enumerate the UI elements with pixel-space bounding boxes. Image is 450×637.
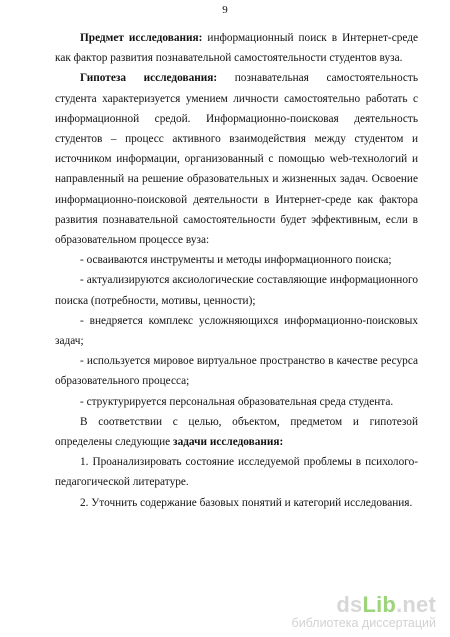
task-item: 2. Уточнить содержание базовых понятий и категорий исследования. bbox=[80, 496, 413, 509]
logo-accent: Lib bbox=[362, 592, 397, 617]
condition-item: - актуализируются аксиологические составляющие информационного поиска (потребности, мотивы, ценности); bbox=[55, 274, 418, 307]
paragraph-hypothesis bbox=[55, 68, 418, 250]
text-hypothesis: познавательная самостоятельность студента характеризуется умением личности самостоятельно работать с информационной средой. Информационно-поисковая деятельность студентов – процесс активного взаимодействия между студентом и источником информации, организованный с помощью web-технологий и направленный на решение образовательных и жизненных задач. Освоение информационно-поисковой деятельности в Интернет-среде как фактора развития познавательной самостоятельности будет эффективным, если в образовательном процессе вуза: bbox=[55, 72, 418, 247]
paragraph-research-subject bbox=[55, 28, 418, 68]
paragraph-tasks-intro bbox=[55, 412, 418, 452]
label-research-subject: Предмет исследования: bbox=[80, 32, 203, 44]
dslib-logo bbox=[292, 594, 436, 616]
condition-item: - внедряется комплекс усложняющихся информационно-поисковых задач; bbox=[55, 314, 418, 348]
condition-item: - осваиваются инструменты и методы информационного поиска; bbox=[80, 254, 392, 267]
watermark-caption: библиотека диссертаций bbox=[291, 616, 436, 630]
label-tasks: задачи исследования: bbox=[173, 436, 284, 449]
condition-item: - структурируется персональная образовательная среда студента. bbox=[80, 395, 394, 408]
condition-item: - используется мировое виртуальное пространство в качестве ресурса образовательного процесса; bbox=[55, 355, 418, 388]
logo-prefix: ds bbox=[336, 592, 363, 617]
logo-suffix: .net bbox=[396, 592, 436, 617]
page-number: 9 bbox=[222, 4, 228, 16]
text-tasks-intro: В соответствии с целью, объектом, предметом и гипотезой определены следующие bbox=[55, 415, 418, 449]
document-body bbox=[55, 28, 418, 513]
watermark bbox=[292, 594, 436, 631]
task-item: 1. Проанализировать состояние исследуемой проблемы в психолого-педагогической литературе. bbox=[55, 456, 418, 489]
text-research-subject: информационный поиск в Интернет-среде как фактор развития познавательной самостоятельности студентов вуза. bbox=[55, 32, 418, 65]
label-hypothesis: Гипотеза исследования: bbox=[80, 72, 218, 85]
